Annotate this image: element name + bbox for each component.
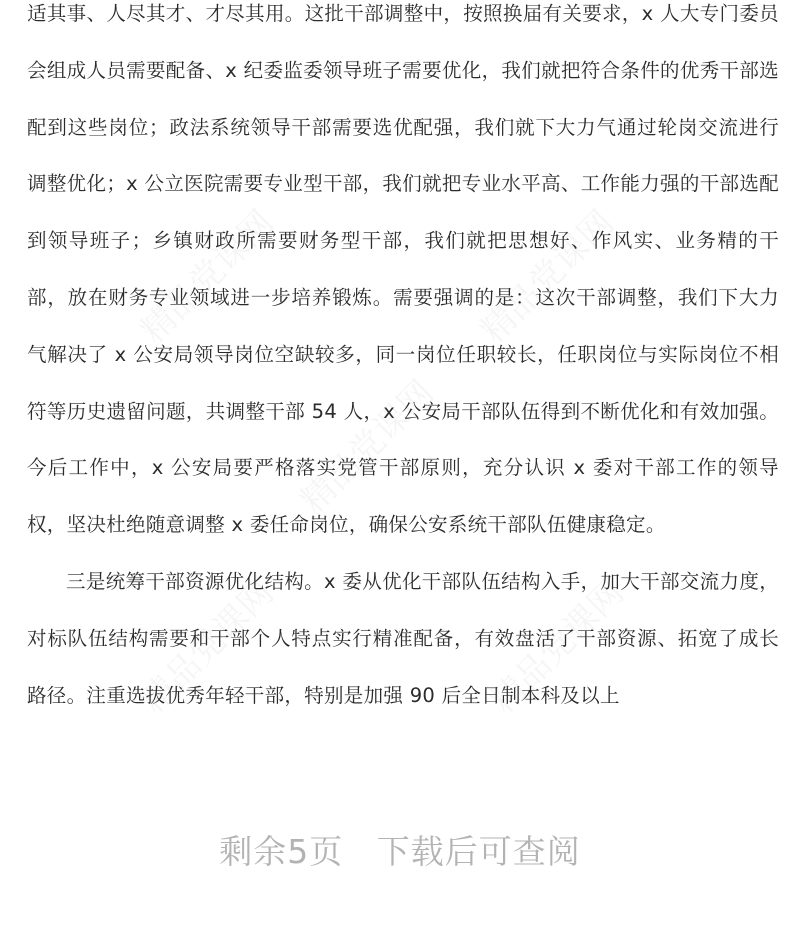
remaining-pages-label: 剩余5页 <box>219 832 344 871</box>
download-hint-label: 下载后可查阅 <box>376 832 581 871</box>
watermark: 精品党课网 <box>473 202 622 352</box>
watermark: 精品党课网 <box>133 202 282 352</box>
watermark: 精品党课网 <box>483 572 632 722</box>
paragraph-2: 三是统筹干部资源优化结构。x 委从优化干部队伍结构入手，加大干部交流力度，对标队伍结构需要和干部个人特点实行精准配备，有效盘活了干部资源、拓宽了成长路径。注重选拔优秀年轻干部，特别是加强 90 后全日制本科及以上 <box>27 569 779 707</box>
watermark: 精品党课网 <box>133 572 282 722</box>
remaining-pages-notice[interactable] <box>0 826 800 873</box>
document-body <box>27 0 779 724</box>
watermark: 精品党课网 <box>293 372 442 522</box>
paragraph-1: 适其事、人尽其才、才尽其用。这批干部调整中，按照换届有关要求，x 人大专门委员会组成人员需要配备、x 纪委监委领导班子需要优化，我们就把符合条件的优秀干部选配到这些岗位；政法系统领导干部需要选优配强，我们就下大力气通过轮岗交流进行调整优化；x 公立医院需要专业型干部，我们就把专业水平高、工作能力强的干部选配到领导班子；乡镇财政所需要财务型干部，我们就把思想好、作风实、业务精的干部，放在财务专业领域进一步培养锻炼。需要强调的是：这次干部调整，我们下大力气解决了 x 公安局领导岗位空缺较多，同一岗位任职较长，任职岗位与实际岗位不相符等历史遗留问题，共调整干部 54 人，x 公安局干部队伍得到不断优化和有效加强。今后工作中，x 公安局要严格落实党管干部原则，充分认识 x 委对干部工作的领导权，坚决杜绝随意调整 x 委任命岗位，确保公安系统干部队伍健康稳定。 <box>27 2 779 537</box>
